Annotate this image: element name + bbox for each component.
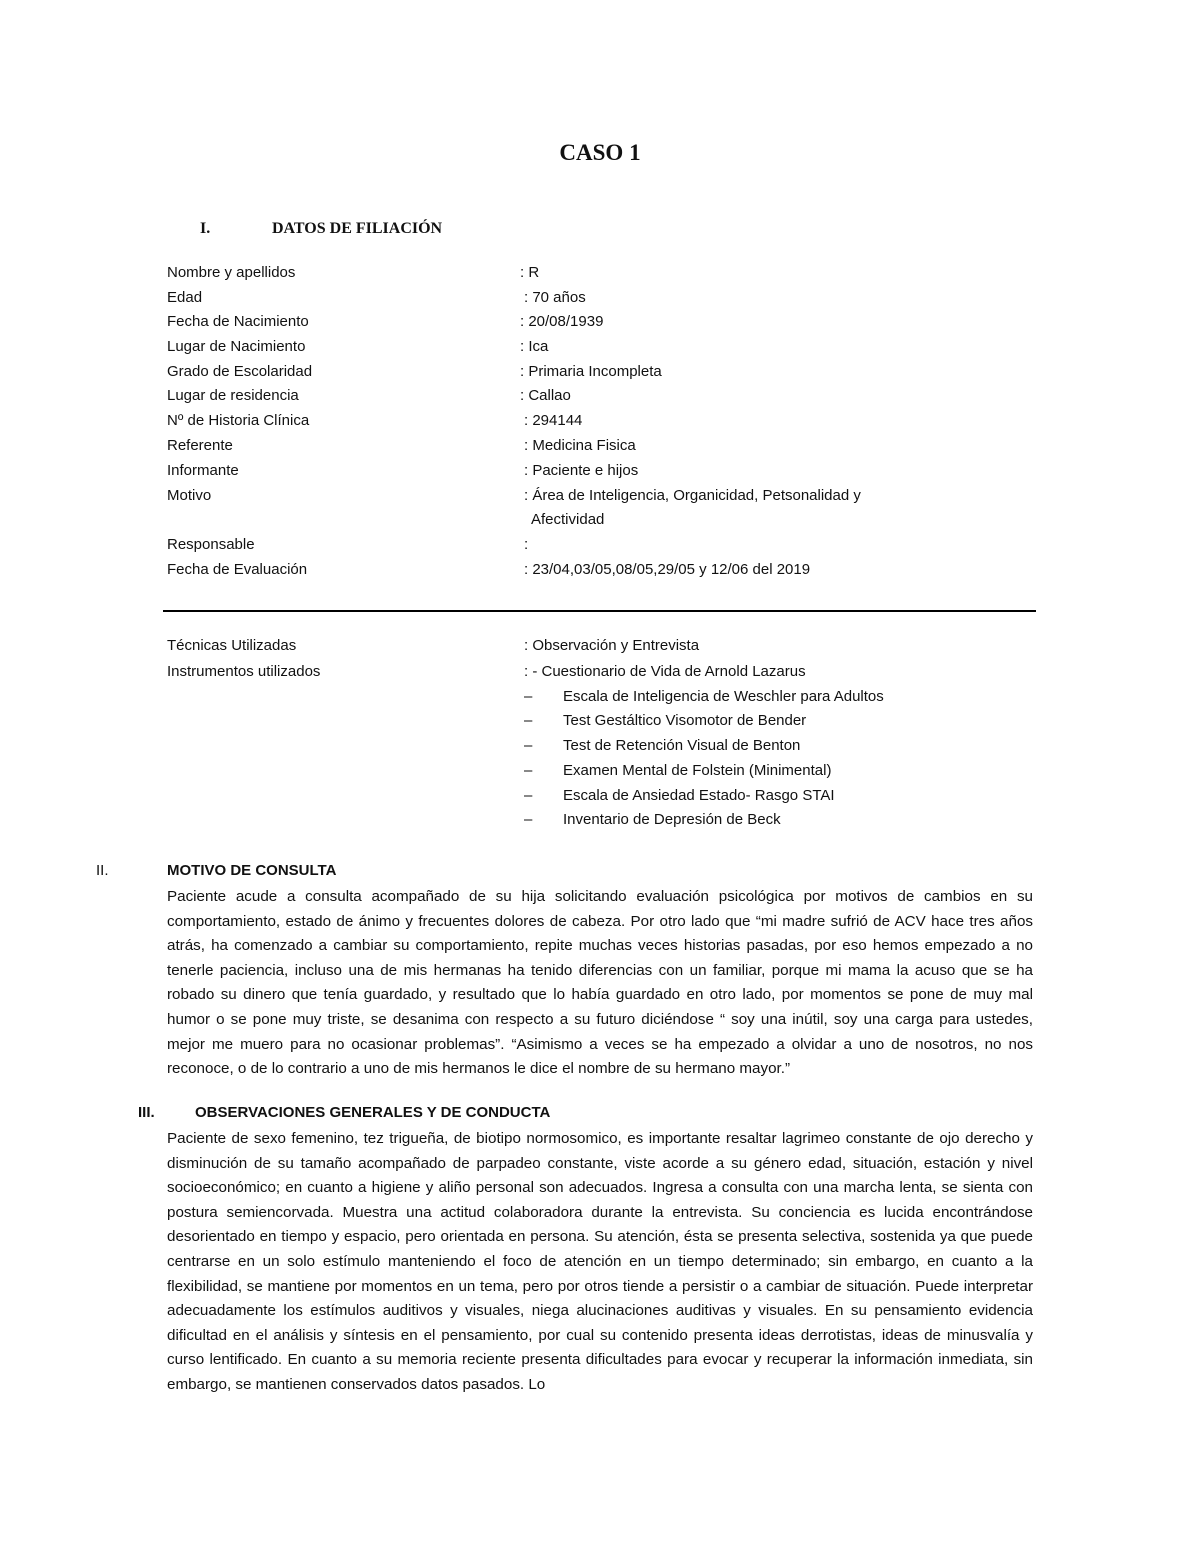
section-1-heading: DATOS DE FILIACIÓN bbox=[272, 220, 443, 237]
field-label: Responsable bbox=[167, 536, 255, 553]
list-item-text: Examen Mental de Folstein (Minimental) bbox=[563, 762, 832, 779]
list-item-text: Escala de Ansiedad Estado- Rasgo STAI bbox=[563, 787, 835, 804]
bullet-dash: – bbox=[524, 762, 533, 779]
techniques-label: Técnicas Utilizadas bbox=[167, 637, 297, 654]
bullet-dash: – bbox=[524, 811, 533, 828]
field-value: Afectividad bbox=[531, 511, 605, 528]
field-row bbox=[0, 511, 1200, 536]
instruments-label: Instrumentos utilizados bbox=[167, 663, 321, 680]
field-value: : Primaria Incompleta bbox=[520, 363, 662, 380]
bullet-dash: – bbox=[524, 688, 533, 705]
field-row bbox=[0, 412, 1200, 437]
field-label: Fecha de Evaluación bbox=[167, 561, 308, 578]
field-value: : R bbox=[520, 264, 540, 281]
field-row bbox=[0, 462, 1200, 487]
field-row bbox=[0, 536, 1200, 561]
field-row bbox=[0, 487, 1200, 512]
techniques-value: : Observación y Entrevista bbox=[524, 637, 700, 654]
bullet-dash: – bbox=[524, 737, 533, 754]
field-value: : 294144 bbox=[524, 412, 583, 429]
field-value: : Medicina Fisica bbox=[524, 437, 636, 454]
field-label: Nº de Historia Clínica bbox=[167, 412, 310, 429]
instruments-first: : - Cuestionario de Vida de Arnold Lazarus bbox=[524, 663, 806, 680]
document-title: CASO 1 bbox=[559, 140, 641, 165]
section-2-body: Paciente acude a consulta acompañado de su hija solicitando evaluación psicológica por motivos de cambios en su comportamiento, estado de ánimo y frecuentes dolores de cabeza. Por otro lado que “mi madre sufrió de ACV hace tres años atrás, ha comenzado a cambiar su comportamiento, repite muchas veces historias pasadas, por eso hemos empezado a no tenerle paciencia, incluso una de mis hermanas ha tenido diferencias con un familiar, porque mi mama la acuso que se ha robado su dinero que tenía guardado, y resultado que lo había guardado en otro lado, por momentos se pone de muy mal humor o se pone muy triste, se desanima con respecto a su futuro diciéndose “ soy una inútil, soy una carga para ustedes, mejor me muero para no ocasionar problemas”. “Asimismo a veces se ha empezado a olvidar a uno de nosotros, no nos reconoce, o de lo contrario a uno de mis hermanos le dice el nombre de su hermano mayor.” bbox=[167, 888, 1033, 1078]
field-row bbox=[0, 387, 1200, 412]
field-row bbox=[0, 437, 1200, 462]
field-label: Edad bbox=[167, 289, 203, 306]
field-value: : Paciente e hijos bbox=[524, 462, 639, 479]
bullet-dash: – bbox=[524, 712, 533, 729]
field-row bbox=[0, 363, 1200, 388]
field-row bbox=[0, 264, 1200, 289]
field-row bbox=[0, 313, 1200, 338]
field-value: : Ica bbox=[520, 338, 549, 355]
field-label: Grado de Escolaridad bbox=[167, 363, 313, 380]
section-3-heading: OBSERVACIONES GENERALES Y DE CONDUCTA bbox=[195, 1104, 551, 1121]
field-row bbox=[0, 561, 1200, 586]
field-value: : Área de Inteligencia, Organicidad, Petsonalidad y bbox=[524, 487, 861, 504]
techniques-row bbox=[0, 637, 1200, 662]
section-3-number: III. bbox=[138, 1104, 155, 1121]
field-label: Informante bbox=[167, 462, 239, 479]
field-value: : bbox=[524, 536, 529, 553]
field-label: Fecha de Nacimiento bbox=[167, 313, 309, 330]
field-label: Lugar de residencia bbox=[167, 387, 299, 404]
horizontal-divider bbox=[163, 610, 1036, 612]
section-2-number: II. bbox=[96, 862, 109, 879]
list-item-text: Test Gestáltico Visomotor de Bender bbox=[563, 712, 807, 729]
field-label: Motivo bbox=[167, 487, 212, 504]
list-item-text: Inventario de Depresión de Beck bbox=[563, 811, 781, 828]
field-value: : 23/04,03/05,08/05,29/05 y 12/06 del 2019 bbox=[524, 561, 811, 578]
field-row bbox=[0, 338, 1200, 363]
field-row bbox=[0, 289, 1200, 314]
field-label: Nombre y apellidos bbox=[167, 264, 296, 281]
list-item-text: Test de Retención Visual de Benton bbox=[563, 737, 801, 754]
field-value: : 20/08/1939 bbox=[520, 313, 604, 330]
section-2-heading: MOTIVO DE CONSULTA bbox=[167, 862, 337, 879]
bullet-dash: – bbox=[524, 787, 533, 804]
field-label: Lugar de Nacimiento bbox=[167, 338, 306, 355]
section-1-number: I. bbox=[200, 220, 211, 237]
field-value: : Callao bbox=[520, 387, 571, 404]
instruments-row bbox=[0, 663, 1200, 688]
field-label: Referente bbox=[167, 437, 233, 454]
list-item-text: Escala de Inteligencia de Weschler para Adultos bbox=[563, 688, 884, 705]
section-3-body: Paciente de sexo femenino, tez trigueña, de biotipo normosomico, es importante resaltar lagrimeo constante de ojo derecho y disminución de su tamaño acompañado de parpadeo constante, viste acorde a su género edad, situación, estación y nivel socioeconómico; en cuanto a higiene y aliño personal son adecuados. Ingresa a consulta con una marcha lenta, se sienta con postura semiencorvada. Muestra una actitud colaboradora durante la entrevista. Su conciencia es lucida encontrándose desorientado en tiempo y espacio, pero orientada en persona. Su atención, ésta se presenta selectiva, sostenida ya que puede centrarse en un solo estímulo manteniendo el foco de atención en un tiempo determinado; sin embargo, en cuanto a la flexibilidad, se mantiene por momentos en un tema, pero por otros tiende a persistir o a cambiar de situación. Puede interpretar adecuadamente los estímulos auditivos y visuales, niega alucinaciones auditivas y visuales. En su pensamiento evidencia dificultad en el análisis y síntesis en el pensamiento, por cual su contenido presenta ideas derrotistas, ideas de minusvalía y curso lentificado. En cuanto a su memoria reciente presenta dificultades para evocar y recuperar la información inmediata, sin embargo, se mantienen conservados datos pasados. Lo bbox=[167, 1130, 1033, 1393]
field-value: : 70 años bbox=[524, 289, 586, 306]
